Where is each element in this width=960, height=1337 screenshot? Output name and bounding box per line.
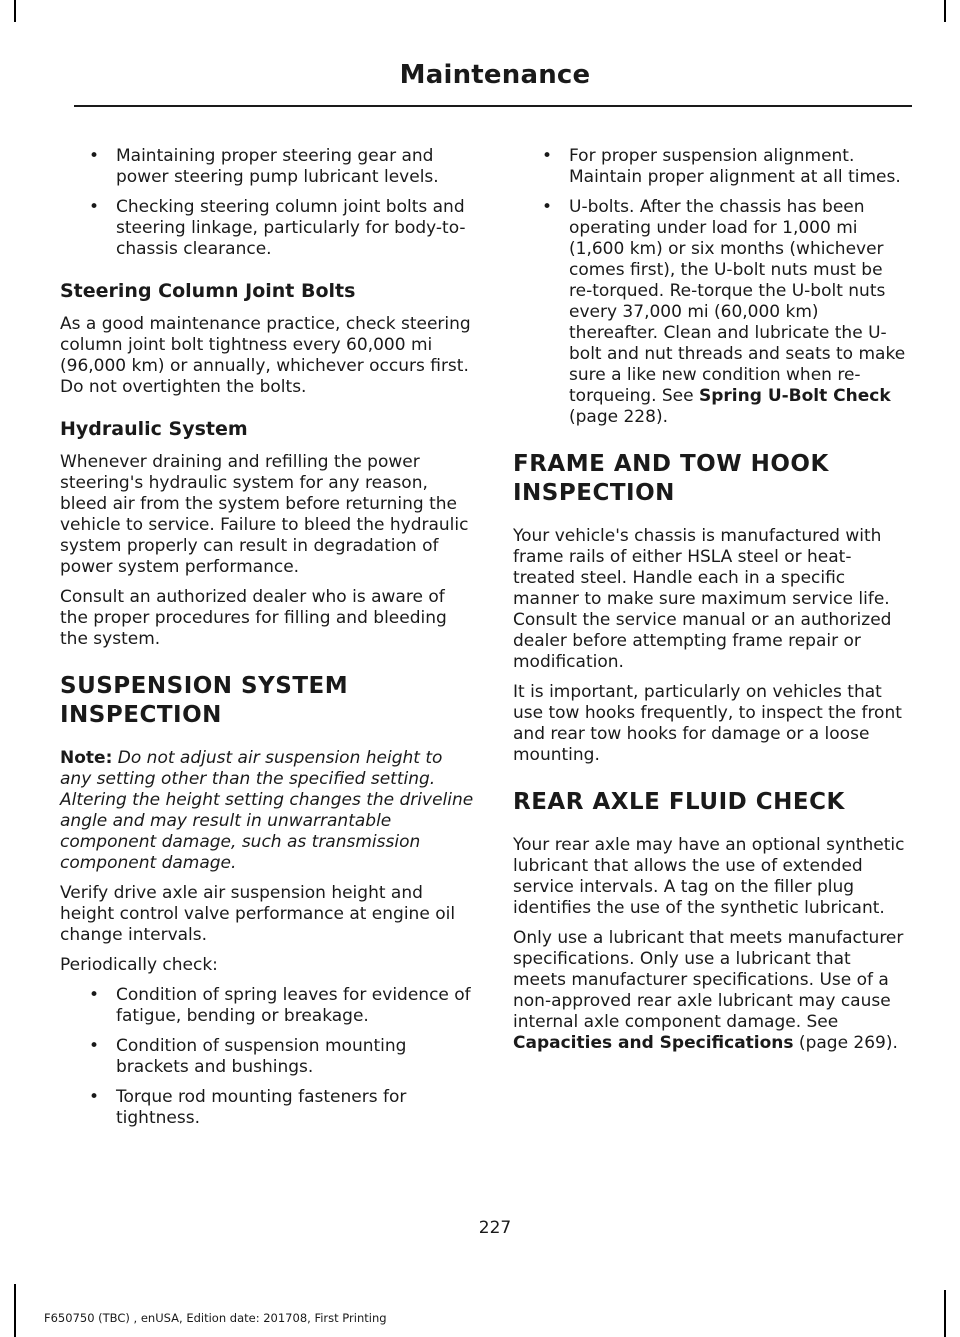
bullet-icon: •: [542, 197, 553, 217]
heading-rear-axle-fluid-check: REAR AXLE FLUID CHECK: [513, 789, 845, 815]
note-text: Do not adjust air suspension height to any setting other than the specified setting. Altering the height setting changes the driveline angle and may result in unwarrantable component damage, such as transmission component damage.: [60, 748, 474, 873]
list-item-text: Checking steering column joint bolts and steering linkage, particularly for body-to-chassis clearance.: [116, 197, 466, 259]
right-column: [513, 146, 909, 1063]
page-number: 227: [478, 1218, 512, 1238]
list-item-text: For proper suspension alignment. Maintain proper alignment at all times.: [569, 146, 901, 187]
crop-mark-bottom-right: [944, 1290, 946, 1337]
paragraph-axle-2: [513, 928, 909, 1054]
paragraph-frame-2: It is important, particularly on vehicles that use tow hooks frequently, to inspect the front and rear tow hooks for damage or a loose mounting.: [513, 682, 902, 765]
list-item: [60, 197, 476, 260]
bullet-icon: •: [89, 1087, 100, 1107]
note-label: Note:: [60, 748, 113, 768]
left-column: [60, 146, 476, 1138]
paragraph-axle-1: Your rear axle may have an optional synthetic lubricant that allows the use of extended service intervals. A tag on the filler plug identifies the use of the synthetic lubricant.: [513, 835, 905, 918]
list-item-text: Torque rod mounting fasteners for tightness.: [116, 1087, 407, 1128]
header-rule: [74, 105, 912, 107]
bullet-icon: •: [89, 146, 100, 166]
crop-mark-top-left: [14, 0, 16, 22]
note: [60, 748, 476, 874]
paragraph-steering: As a good maintenance practice, check steering column joint bolt tightness every 60,000 mi (96,000 km) or annually, whichever occurs first. Do not overtighten the bolts.: [60, 314, 471, 397]
paragraph-verify: Verify drive axle air suspension height and height control valve performance at engine oil change intervals.: [60, 883, 456, 945]
crop-mark-top-right: [944, 0, 946, 22]
heading-line-1: FRAME AND TOW HOOK: [513, 451, 829, 477]
footer-edition-text: F650750 (TBC) , enUSA, Edition date: 201708, First Printing: [44, 1311, 387, 1325]
list-item: [60, 146, 476, 188]
paragraph-hydraulic-2: Consult an authorized dealer who is aware of the proper procedures for filling and bleeding the system.: [60, 587, 447, 649]
bullet-icon: •: [542, 146, 553, 166]
paragraph-frame-1: Your vehicle's chassis is manufactured with frame rails of either HSLA steel or heat-treated steel. Handle each in a specific manner to make sure maximum service life. Consult the service manual or an authorized dealer before attempting frame repair or modification.: [513, 526, 892, 672]
heading-hydraulic-system: Hydraulic System: [60, 418, 248, 440]
list-item: [60, 1036, 476, 1078]
list-item: [60, 1087, 476, 1129]
crop-mark-bottom-left: [14, 1284, 16, 1337]
heading-line-2: INSPECTION: [60, 702, 222, 728]
section-title: Maintenance: [399, 60, 591, 90]
list-item: [60, 985, 476, 1027]
heading-line-2: INSPECTION: [513, 480, 675, 506]
paragraph-axle-2-text: Only use a lubricant that meets manufacturer specifications. Only use a lubricant that meets manufacturer specifications. Use of a non-approved rear axle lubricant may cause internal axle component damage. See: [513, 928, 904, 1032]
page-reference: (page 269).: [793, 1033, 898, 1053]
list-item: [513, 197, 909, 428]
paragraph-hydraulic-1: Whenever draining and refilling the power steering's hydraulic system for any reason, bleed air from the system before returning the vehicle to service. Failure to bleed the hydraulic system properly can result in degradation of power system performance.: [60, 452, 469, 577]
bullet-icon: •: [89, 1036, 100, 1056]
list-item-text: U-bolts. After the chassis has been operating under load for 1,000 mi (1,600 km) or six months (whichever comes first), the U-bolt nuts must be re-torqued. Re-torque the U-bolt nuts every 37,000 mi (60,000 km) thereafter. Clean and lubricate the U-bolt and nut threads and seats to make sure a like new condition when re-torqueing. See: [569, 197, 906, 406]
paragraph-periodically: Periodically check:: [60, 955, 218, 975]
cross-reference-link[interactable]: Capacities and Specifications: [513, 1033, 794, 1053]
heading-line-1: SUSPENSION SYSTEM: [60, 673, 349, 699]
bullet-icon: •: [89, 197, 100, 217]
heading-steering-column-joint-bolts: Steering Column Joint Bolts: [60, 280, 356, 302]
page-reference: (page 228).: [569, 407, 668, 427]
list-item-text: Condition of suspension mounting brackets and bushings.: [116, 1036, 407, 1077]
heading-frame-and-tow-hook-inspection: [513, 450, 909, 508]
heading-suspension-system-inspection: [60, 672, 476, 730]
list-item-text: Maintaining proper steering gear and power steering pump lubricant levels.: [116, 146, 439, 187]
bullet-icon: •: [89, 985, 100, 1005]
list-item-text: Condition of spring leaves for evidence of fatigue, bending or breakage.: [116, 985, 471, 1026]
list-item: [513, 146, 909, 188]
cross-reference-link[interactable]: Spring U-Bolt Check: [699, 386, 891, 406]
